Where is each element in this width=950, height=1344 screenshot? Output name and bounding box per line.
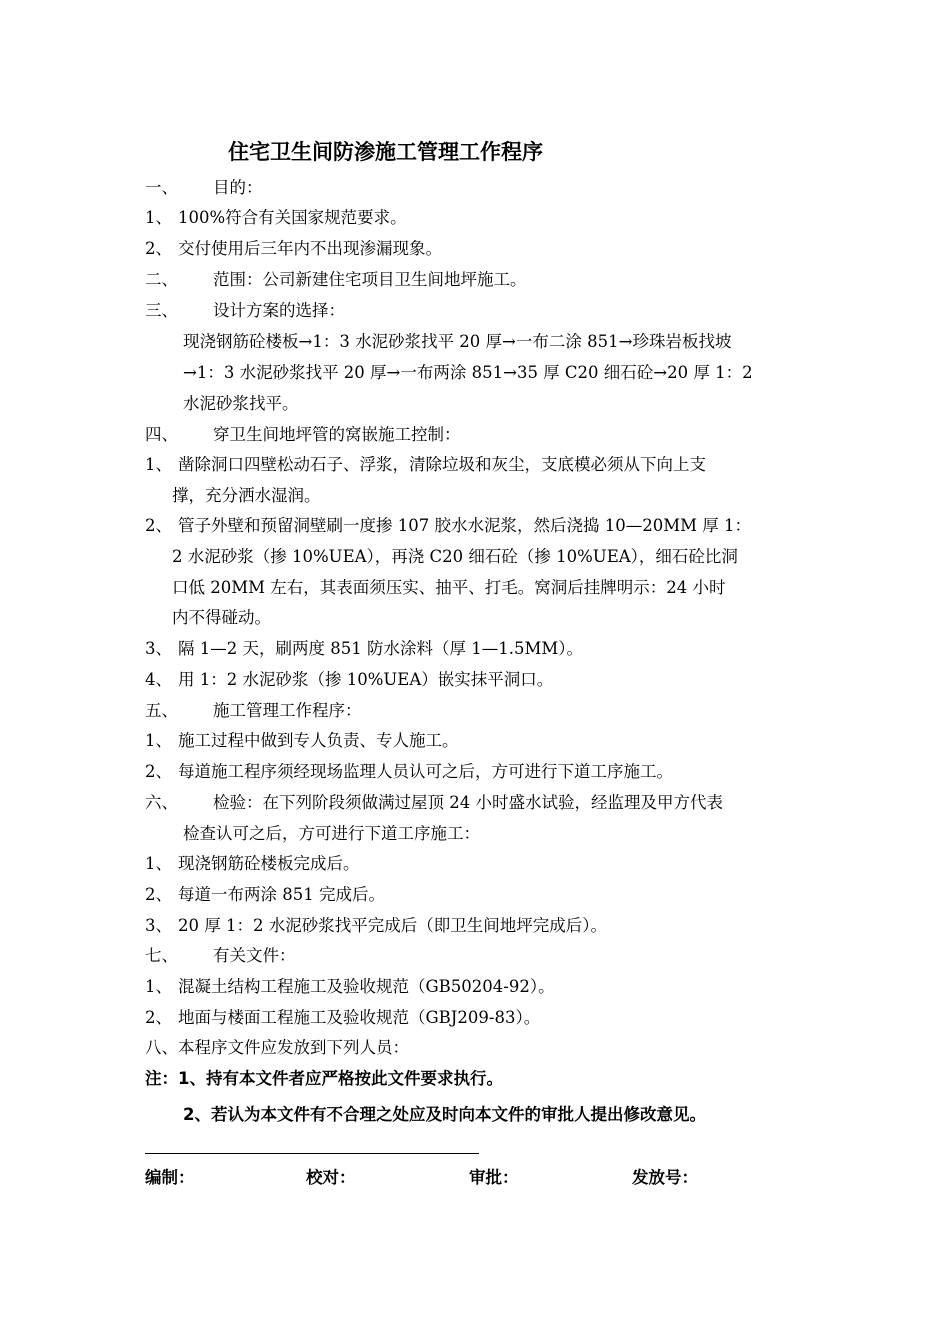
item-continuation: 内不得碰动。 bbox=[172, 608, 271, 627]
item-number: 2、 bbox=[145, 762, 172, 781]
item-number: 2、 bbox=[145, 239, 172, 258]
item-text: 混凝土结构工程施工及验收规范（GB50204-92）。 bbox=[178, 977, 555, 996]
item-text: 用 1：2 水泥砂浆（掺 10%UEA）嵌实抹平洞口。 bbox=[178, 670, 554, 689]
item-text: 每道一布两涂 851 完成后。 bbox=[178, 885, 385, 904]
section-5-heading bbox=[145, 701, 362, 721]
list-item bbox=[145, 885, 385, 905]
section-6-heading bbox=[145, 793, 723, 813]
item-number: 2、 bbox=[145, 516, 172, 535]
item-text: 现浇钢筋砼楼板完成后。 bbox=[178, 854, 360, 873]
item-continuation: 撑，充分洒水湿润。 bbox=[172, 486, 321, 505]
item-number: 1、 bbox=[145, 455, 172, 474]
list-item bbox=[145, 670, 553, 690]
checked-by-label: 校对： bbox=[306, 1168, 356, 1187]
section-number: 六、 bbox=[145, 793, 178, 812]
list-item bbox=[145, 762, 673, 782]
list-item bbox=[145, 916, 607, 936]
section-label: 设计方案的选择： bbox=[213, 301, 345, 320]
list-item bbox=[145, 639, 583, 659]
item-text: 20 厚 1：2 水泥砂浆找平完成后（即卫生间地坪完成后）。 bbox=[178, 916, 607, 935]
list-item bbox=[145, 239, 442, 259]
item-text: 交付使用后三年内不出现渗漏现象。 bbox=[178, 239, 442, 258]
item-text: 凿除洞口四壁松动石子、浮浆，清除垃圾和灰尘，支底模必须从下向上支 bbox=[178, 455, 706, 474]
section-8-heading: 八、本程序文件应发放到下列人员： bbox=[145, 1038, 409, 1057]
section-number: 五、 bbox=[145, 701, 178, 720]
item-number: 1、 bbox=[145, 977, 172, 996]
paragraph-line: 水泥砂浆找平。 bbox=[183, 394, 299, 413]
section-label: 有关文件： bbox=[213, 946, 296, 965]
item-number: 4、 bbox=[145, 670, 172, 689]
item-text: 管子外壁和预留洞壁刷一度掺 107 胶水水泥浆，然后浇捣 10—20MM 厚 1： bbox=[178, 516, 751, 535]
item-text: 地面与楼面工程施工及验收规范（GBJ209-83）。 bbox=[178, 1008, 541, 1027]
section-number: 二、 bbox=[145, 270, 178, 289]
document-title: 住宅卫生间防渗施工管理工作程序 bbox=[228, 140, 543, 164]
item-number: 3、 bbox=[145, 916, 172, 935]
item-number: 1、 bbox=[145, 854, 172, 873]
note-line-1: 注：1、持有本文件者应严格按此文件要求执行。 bbox=[145, 1069, 503, 1088]
issue-number-label: 发放号： bbox=[632, 1168, 698, 1187]
section-label: 穿卫生间地坪管的窝嵌施工控制： bbox=[213, 425, 461, 444]
section-continuation: 检查认可之后，方可进行下道工序施工： bbox=[183, 824, 480, 843]
section-number: 四、 bbox=[145, 425, 178, 444]
item-continuation: 2 水泥砂浆（掺 10%UEA），再浇 C20 细石砼（掺 10%UEA），细石砼比洞 bbox=[172, 547, 738, 566]
item-number: 1、 bbox=[145, 208, 172, 227]
signature-divider bbox=[145, 1153, 479, 1154]
list-item bbox=[145, 731, 459, 751]
section-number: 七、 bbox=[145, 946, 178, 965]
list-item bbox=[145, 208, 407, 228]
section-label: 施工管理工作程序： bbox=[213, 701, 362, 720]
note-line-2: 2、若认为本文件有不合理之处应及时向本文件的审批人提出修改意见。 bbox=[183, 1105, 706, 1124]
item-text: 100%符合有关国家规范要求。 bbox=[178, 208, 407, 227]
section-label: 检验：在下列阶段须做满过屋顶 24 小时盛水试验，经监理及甲方代表 bbox=[213, 793, 723, 812]
section-number: 一、 bbox=[145, 178, 178, 197]
approved-by-label: 审批： bbox=[469, 1168, 519, 1187]
item-number: 3、 bbox=[145, 639, 172, 658]
item-number: 1、 bbox=[145, 731, 172, 750]
list-item bbox=[145, 977, 555, 997]
item-continuation: 口低 20MM 左右，其表面须压实、抽平、打毛。窝洞后挂牌明示：24 小时 bbox=[172, 578, 726, 597]
section-7-heading bbox=[145, 946, 296, 966]
section-number: 三、 bbox=[145, 301, 178, 320]
section-1-heading bbox=[145, 178, 263, 198]
paragraph-line: 现浇钢筋砼楼板→1：3 水泥砂浆找平 20 厚→一布二涂 851→珍珠岩板找坡 bbox=[183, 332, 732, 351]
paragraph-line: →1：3 水泥砂浆找平 20 厚→一布两涂 851→35 厚 C20 细石砼→20 厚 1：2 bbox=[183, 363, 753, 382]
list-item bbox=[145, 455, 706, 475]
section-4-heading bbox=[145, 425, 461, 445]
section-label: 范围：公司新建住宅项目卫生间地坪施工。 bbox=[213, 270, 527, 289]
section-2-heading bbox=[145, 270, 527, 290]
item-text: 隔 1—2 天，刷两度 851 防水涂料（厚 1—1.5MM）。 bbox=[178, 639, 583, 658]
list-item bbox=[145, 1008, 540, 1028]
item-text: 每道施工程序须经现场监理人员认可之后，方可进行下道工序施工。 bbox=[178, 762, 673, 781]
section-label: 目的： bbox=[213, 178, 263, 197]
section-3-heading bbox=[145, 301, 345, 321]
list-item bbox=[145, 854, 360, 874]
item-number: 2、 bbox=[145, 1008, 172, 1027]
list-item bbox=[145, 516, 751, 536]
item-text: 施工过程中做到专人负责、专人施工。 bbox=[178, 731, 459, 750]
compiled-by-label: 编制： bbox=[145, 1168, 195, 1187]
item-number: 2、 bbox=[145, 885, 172, 904]
